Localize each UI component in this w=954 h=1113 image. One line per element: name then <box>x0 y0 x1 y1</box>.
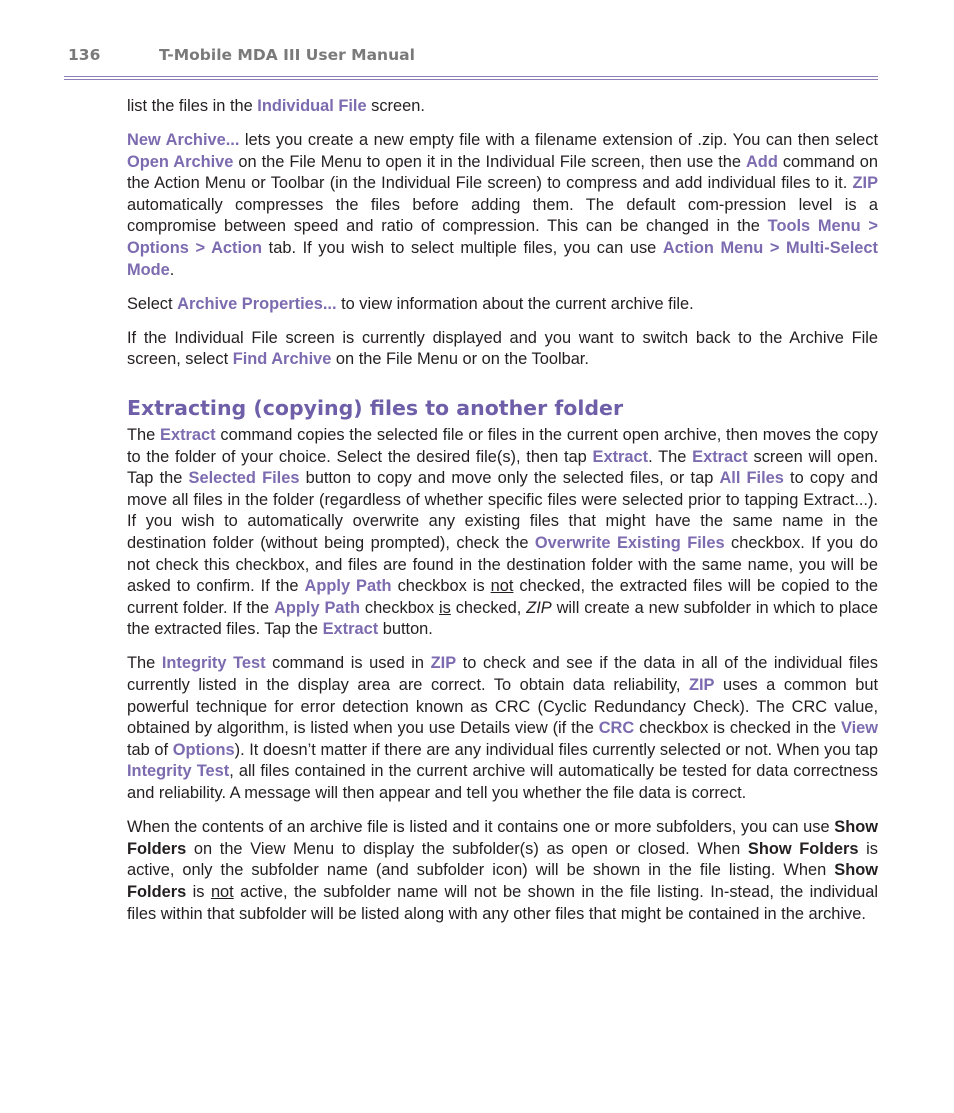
page-body <box>127 96 878 938</box>
term-find-archive: Find Archive <box>232 350 332 369</box>
term-zip: ZIP <box>688 676 715 695</box>
paragraph-integrity-test: The Integrity Test command is used in ZIP to check and see if the data in all of the individual files currently listed in the display area are correct. To obtain data reliability, ZIP uses a common but powerful technique for error detection known as CRC (Cyclic Redundancy Check). The CRC value, obtained by algorithm, is listed when you use Details view (if the CRC checkbox is checked in the View tab of Options). It doesn’t matter if there are any individual files currently selected or not. When you tap Integrity Test, all files contained in the current archive will automatically be tested for data correctness and reliability. A message will then appear and tell you whether the file data is correct. <box>127 654 879 803</box>
term-open-archive: Open Archive <box>127 152 234 171</box>
term-archive-properties: Archive Properties... <box>177 294 337 313</box>
term-show-folders: Show Folders <box>127 818 878 858</box>
term-zip: ZIP <box>430 654 457 673</box>
paragraph-individual-file: list the files in the Individual File screen. <box>127 97 425 115</box>
section-heading: Extracting (copying) files to another folder <box>127 396 624 421</box>
term-add: Add <box>745 152 778 171</box>
term-show-folders: Show Folders <box>127 861 878 901</box>
term-extract: Extract <box>592 447 649 466</box>
emphasis-is: is <box>439 598 451 617</box>
term-apply-path: Apply Path <box>274 598 360 617</box>
term-extract: Extract <box>322 620 379 639</box>
page-number: 136 <box>68 46 101 64</box>
term-zip-italic: ZIP <box>526 598 552 617</box>
term-crc: CRC <box>598 719 635 738</box>
term-all-files: All Files <box>719 469 784 488</box>
term-integrity-test: Integrity Test <box>161 654 266 673</box>
header-rule-bottom <box>64 79 878 80</box>
paragraph-show-folders: When the contents of an archive file is listed and it contains one or more subfolders, you can use Show Folders on the View Menu to display the subfolder(s) as open or closed. When Show Folders is active, only the subfolder name (and subfolder icon) will be shown in the file listing. When Show Folders is not active, the subfolder name will not be shown in the file listing. In-stead, the individual files within that subfolder will be listed along with any other files that might be contained in the archive. <box>127 818 878 923</box>
term-extract: Extract <box>692 447 748 466</box>
term-apply-path: Apply Path <box>304 577 392 596</box>
term-new-archive: New Archive... <box>127 131 240 150</box>
header-rule-top <box>64 76 878 77</box>
term-view: View <box>840 719 879 738</box>
term-overwrite-existing-files: Overwrite Existing Files <box>534 534 725 552</box>
paragraph-new-archive: New Archive... lets you create a new empty file with a filename extension of .zip. You can then select Open Archive on the File Menu to open it in the Individual File screen, then use the Add command on the Action Menu or Toolbar (in the Individual File screen) to compress and add individual files to it. ZIP automatically compresses the files before adding them. The default com-pression level is a compromise between speed and ratio of compression. This can be changed in the Tools Menu > Options > Action tab. If you wish to select multiple files, you can use Action Menu > Multi-Select Mode. <box>127 131 879 279</box>
page-header <box>68 46 878 68</box>
emphasis-not: not <box>210 882 234 901</box>
manual-title: T-Mobile MDA III User Manual <box>159 46 415 64</box>
term-zip: ZIP <box>852 174 878 193</box>
term-multi-select-mode: Action Menu > Multi-Select Mode <box>127 239 878 279</box>
term-options: Options <box>172 740 235 759</box>
term-individual-file: Individual File <box>257 97 367 115</box>
paragraph-archive-properties: Select Archive Properties... to view information about the current archive file. <box>127 294 694 313</box>
term-extract: Extract <box>160 426 216 445</box>
emphasis-not: not <box>490 577 514 596</box>
term-tools-menu-options-action: Tools Menu > Options > Action <box>127 217 878 258</box>
term-selected-files: Selected Files <box>188 469 300 488</box>
term-show-folders: Show Folders <box>747 839 859 858</box>
paragraph-find-archive: If the Individual File screen is currently displayed and you want to switch back to the Archive File screen, select Find Archive on the File Menu or on the Toolbar. <box>127 328 878 369</box>
paragraph-extract: The Extract command copies the selected file or files in the current open archive, then moves the copy to the folder of your choice. Select the desired file(s), then tap Extract. The Extract screen will open. Tap the Selected Files button to copy and move only the selected files, or tap All Files to copy and move all files in the folder (regardless of whether specific files were selected prior to tapping Extract...). If you wish to automatically overwrite any existing files that might have the same name in the destination folder (without being prompted), check the Overwrite Existing Files checkbox. If you do not check this checkbox, and files are found in the destination folder with the same name, you will be asked to confirm. If the Apply Path checkbox is not checked, the extracted files will be copied to the current folder. If the Apply Path checkbox is checked, ZIP will create a new subfolder in which to place the extracted files. Tap the Extract button. <box>127 426 879 639</box>
term-integrity-test: Integrity Test <box>127 762 230 781</box>
